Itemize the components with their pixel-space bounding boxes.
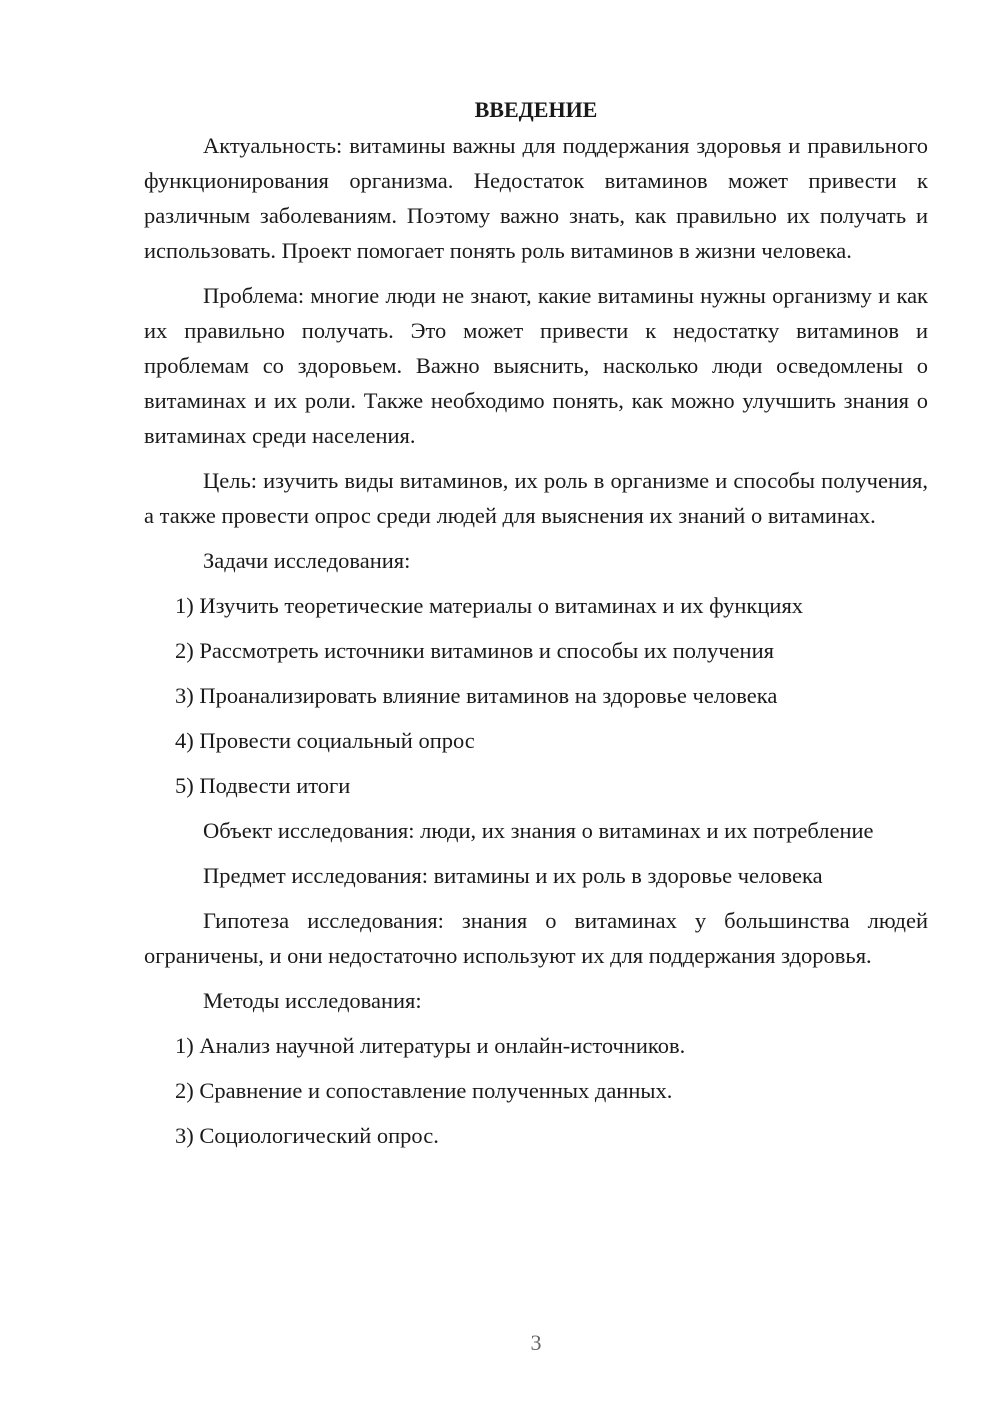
paragraph-relevance: Актуальность: витамины важны для поддержания здоровья и правильного функционирования организма. Недостаток витаминов может привести к различным заболеваниям. Поэтому важно знать, как правильно их получать и использовать. Проект помогает понять роль витаминов в жизни человека. xyxy=(144,133,928,263)
document-page xyxy=(144,92,928,1163)
list-item-method-2: 2) Сравнение и сопоставление полученных данных. xyxy=(175,1078,673,1103)
paragraph-goal: Цель: изучить виды витаминов, их роль в организме и способы получения, а также провести опрос среди людей для выяснения их знаний о витаминах. xyxy=(144,468,928,528)
list-item-method-3: 3) Социологический опрос. xyxy=(175,1123,439,1148)
tasks-heading: Задачи исследования: xyxy=(203,548,411,573)
methods-heading: Методы исследования: xyxy=(203,988,422,1013)
paragraph-hypothesis: Гипотеза исследования: знания о витаминах у большинства людей ограничены, и они недостаточно используют их для поддержания здоровья. xyxy=(144,908,928,968)
list-item-task-5: 5) Подвести итоги xyxy=(175,773,351,798)
paragraph-object: Объект исследования: люди, их знания о витаминах и их потребление xyxy=(203,818,874,843)
list-item-task-2: 2) Рассмотреть источники витаминов и способы их получения xyxy=(175,638,774,663)
tasks-list xyxy=(144,588,928,803)
list-item-method-1: 1) Анализ научной литературы и онлайн-источников. xyxy=(175,1033,686,1058)
paragraph-problem: Проблема: многие люди не знают, какие витамины нужны организму и как их правильно получать. Это может привести к недостатку витаминов и проблемам со здоровьем. Важно выяснить, насколько люди осведомлены о витаминах и их роли. Также необходимо понять, как можно улучшить знания о витаминах среди населения. xyxy=(144,283,928,448)
list-item-task-1: 1) Изучить теоретические материалы о витаминах и их функциях xyxy=(175,593,804,618)
list-item-task-4: 4) Провести социальный опрос xyxy=(175,728,475,753)
list-item-task-3: 3) Проанализировать влияние витаминов на здоровье человека xyxy=(175,683,778,708)
page-number: 3 xyxy=(530,1330,542,1355)
paragraph-subject: Предмет исследования: витамины и их роль в здоровье человека xyxy=(203,863,823,888)
methods-list xyxy=(144,1028,928,1153)
section-title: ВВЕДЕНИЕ xyxy=(474,97,598,122)
